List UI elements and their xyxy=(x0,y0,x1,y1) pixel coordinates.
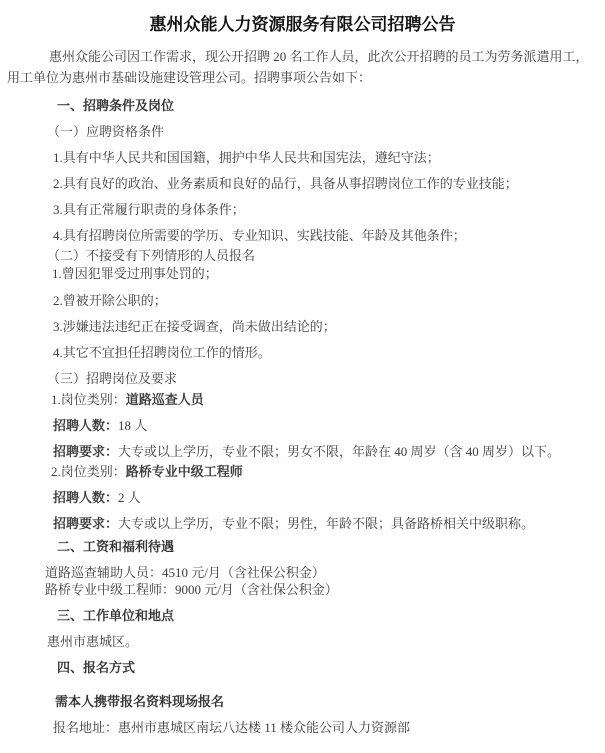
position-2-category xyxy=(51,463,598,480)
intro-paragraph: 惠州众能公司因工作需求，现公开招聘 20 名工作人员，此次公开招聘的员工为劳务派遣用工，用工单位为惠州市基础设施建设管理公司。招聘事项公告如下： xyxy=(7,49,589,85)
position-2-headcount-value: 2 人 xyxy=(118,490,141,505)
position-1-requirement xyxy=(53,443,598,460)
position-2-requirement-value: 大专或以上学历，专业不限；男性，年龄不限；具备路桥相关中级职称。 xyxy=(118,516,535,531)
position-1-headcount-label: 招聘人数： xyxy=(53,418,119,433)
position-1-headcount-value: 18 人 xyxy=(118,418,148,433)
position-1-requirement-label: 招聘要求： xyxy=(53,444,119,459)
qualification-item-4: 4.具有招聘岗位所需要的学历、专业知识、实践技能、年龄及其他条件； xyxy=(53,228,466,243)
qualification-item-1: 1.具有中华人民共和国国籍，拥护中华人民共和国宪法，遵纪守法； xyxy=(53,150,440,165)
salary-line-2: 路桥专业中级工程师：9000 元/月（含社保公积金） xyxy=(45,582,338,597)
sub2-heading: （二）不接受有下列情形的人员报名 xyxy=(47,248,256,263)
onsite-registration-note: 需本人携带报名资料现场报名 xyxy=(55,694,225,709)
exclusion-item-4: 4.其它不宜担任招聘岗位工作的情形。 xyxy=(53,345,271,360)
qualification-item-2: 2.具有良好的政治、业务素质和良好的品行，具备从事招聘岗位工作的专业技能； xyxy=(53,176,518,191)
position-2-headcount xyxy=(53,489,598,506)
section1-heading: 一、招聘条件及岗位 xyxy=(57,98,175,113)
position-1-category xyxy=(51,391,598,408)
work-location: 惠州市惠城区。 xyxy=(47,634,139,649)
exclusion-item-2: 2.曾被开除公职的； xyxy=(53,293,167,308)
sub1-heading: （一）应聘资格条件 xyxy=(47,124,165,139)
registration-address: 报名地址：惠州市惠城区南坛八达楼 11 楼众能公司人力资源部 xyxy=(53,720,411,735)
salary-line-1: 道路巡查辅助人员：4510 元/月（含社保公积金） xyxy=(45,565,325,580)
sub2-block xyxy=(47,247,598,283)
position-2-category-value: 路桥专业中级工程师 xyxy=(125,464,243,479)
sub3-heading: （三）招聘岗位及要求 xyxy=(47,371,178,386)
exclusion-item-1: 1.曾因犯罪受过刑事处罚的； xyxy=(52,266,218,281)
section2-heading: 二、工资和福利待遇 xyxy=(57,539,175,554)
exclusion-item-3: 3.涉嫌违法违纪正在接受调查，尚未做出结论的； xyxy=(53,319,336,334)
position-2-headcount-label: 招聘人数： xyxy=(53,490,119,505)
qualification-item-3: 3.具有正常履行职责的身体条件； xyxy=(53,202,245,217)
section3-heading: 三、工作单位和地点 xyxy=(57,608,175,623)
position-2-requirement xyxy=(53,515,598,532)
position-1-category-label: 1.岗位类别： xyxy=(51,392,126,407)
position-2-category-label: 2.岗位类别： xyxy=(51,464,126,479)
section4-heading: 四、报名方式 xyxy=(57,660,136,675)
position-2-requirement-label: 招聘要求： xyxy=(53,516,119,531)
salary-block xyxy=(45,564,598,598)
position-1-headcount xyxy=(53,417,598,434)
position-1-category-value: 道路巡查人员 xyxy=(125,392,204,407)
page-title: 惠州众能人力资源服务有限公司招聘公告 xyxy=(149,15,456,34)
position-1-requirement-value: 大专或以上学历，专业不限；男女不限，年龄在 40 周岁（含 40 周岁）以下。 xyxy=(118,444,561,459)
